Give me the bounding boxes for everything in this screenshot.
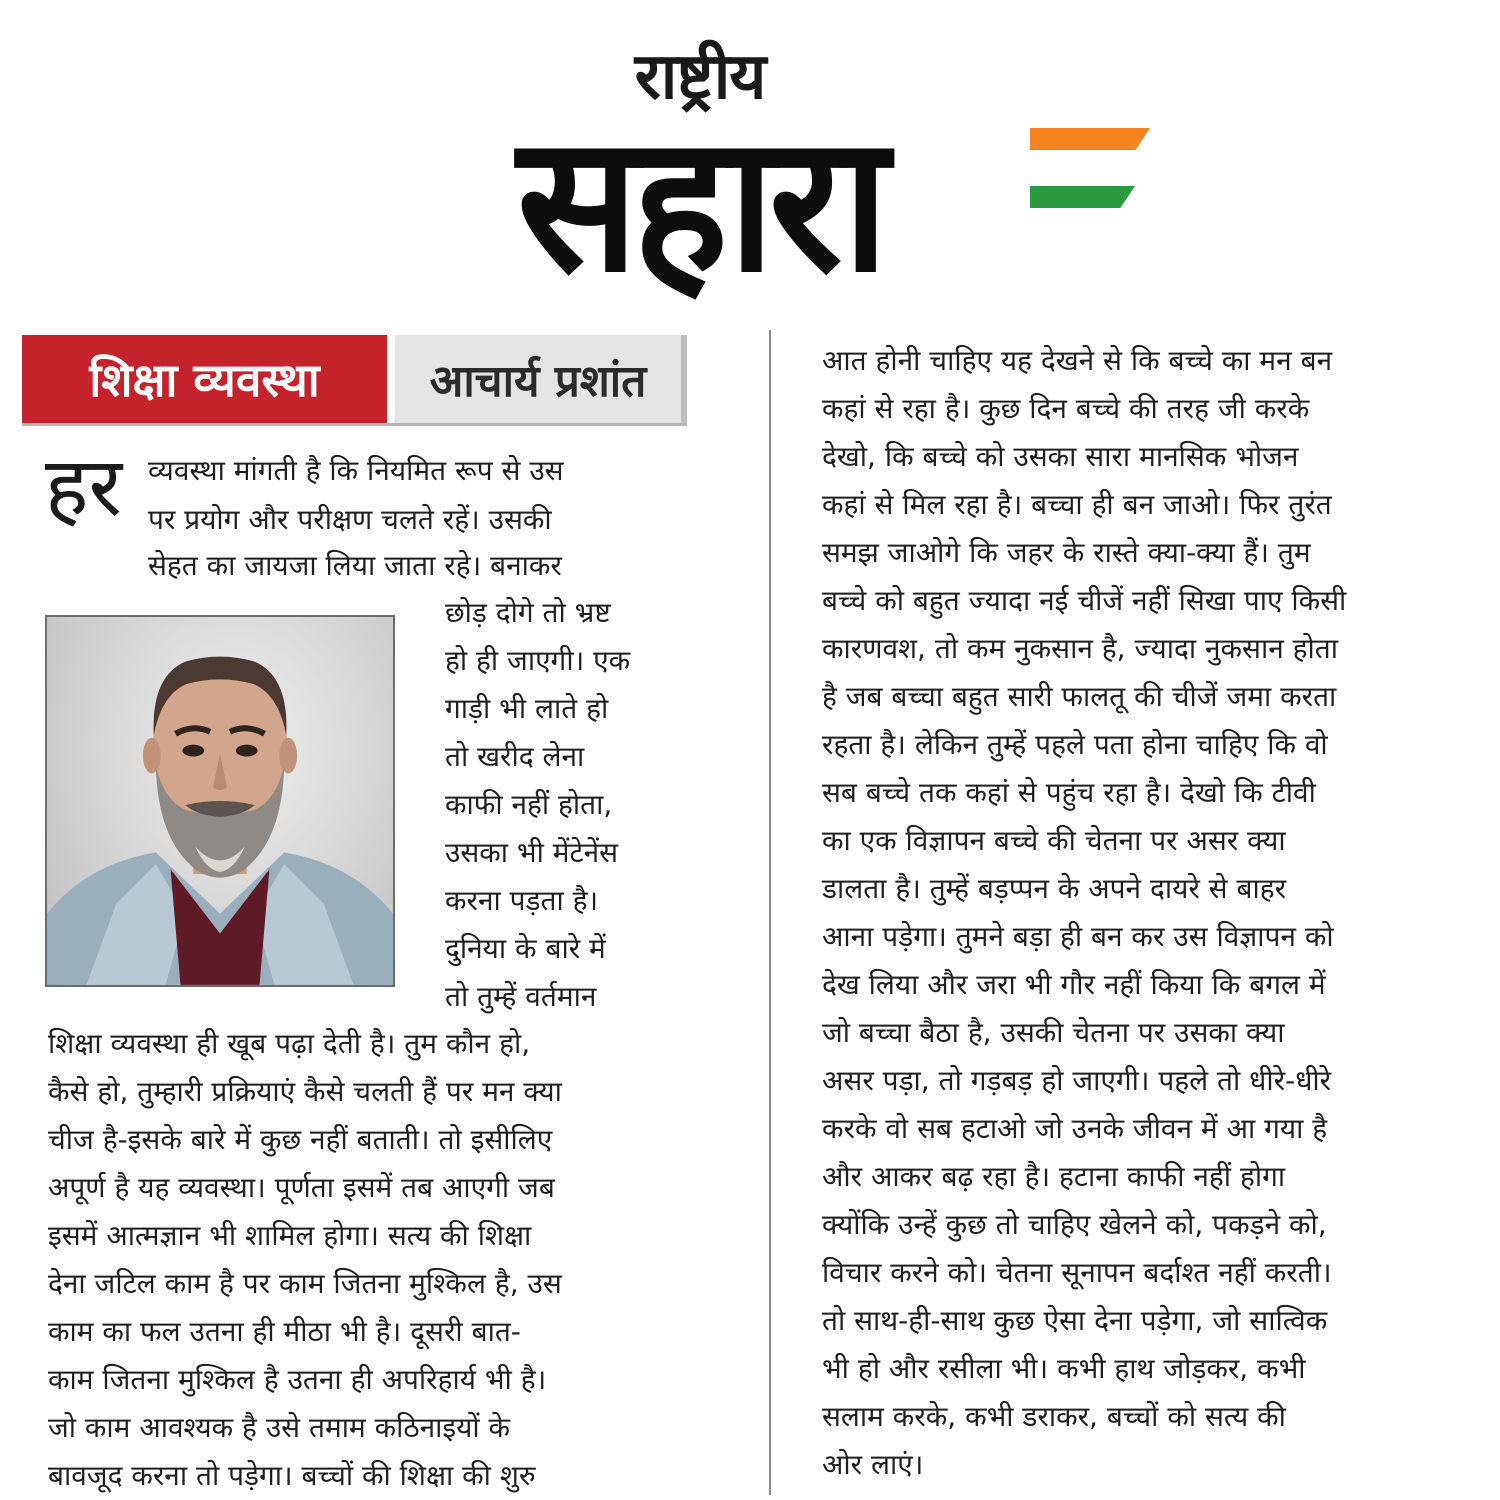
- text-line: उसका भी मेंटेनेंस: [445, 836, 619, 869]
- text-line: बावजूद करना तो पड़ेगा। बच्चों की शिक्षा की शुरु: [48, 1459, 536, 1492]
- drop-cap: हर: [45, 440, 123, 535]
- text-line: अपूर्ण है यह व्यवस्था। पूर्णता इसमें तब आएगी जब: [48, 1171, 555, 1204]
- flag-green-stripe: [1030, 186, 1135, 208]
- column-divider: [769, 330, 771, 1495]
- text-line: बच्चे को बहुत ज्यादा नई चीजें नहीं सिखा पाए किसी: [822, 584, 1347, 617]
- text-line: गाड़ी भी लाते हो: [445, 692, 609, 725]
- portrait-illustration: [47, 617, 393, 985]
- text-line: डालता है। तुम्हें बड़प्पन के अपने दायरे से बाहर: [822, 872, 1287, 905]
- text-line: काम का फल उतना ही मीठा भी है। दूसरी बात-: [48, 1315, 521, 1348]
- text-line: काम जितना मुश्किल है उतना ही अपरिहार्य भी है।: [48, 1363, 547, 1396]
- text-line: छोड़ दोगे तो भ्रष्ट: [445, 596, 611, 629]
- text-line: काफी नहीं होता,: [445, 788, 613, 821]
- text-line: जो काम आवश्यक है उसे तमाम कठिनाइयों के: [48, 1411, 511, 1444]
- text-line: तो साथ-ही-साथ कुछ ऐसा देना पड़ेगा, जो सात्विक: [822, 1304, 1328, 1337]
- text-line: शिक्षा व्यवस्था ही खूब पढ़ा देती है। तुम कौन हो,: [48, 1027, 531, 1060]
- text-line: समझ जाओगे कि जहर के रास्ते क्या-क्या हैं। तुम: [822, 536, 1311, 569]
- text-line: हो ही जाएगी। एक: [445, 644, 631, 677]
- flag-saffron-stripe: [1030, 128, 1150, 150]
- text-line: विचार करने को। चेतना सूनापन बर्दाश्त नहीं करती।: [822, 1256, 1332, 1289]
- text-line: करना पड़ता है।: [445, 884, 599, 917]
- text-line: देखो, कि बच्चे को उसका सारा मानसिक भोजन: [822, 440, 1299, 473]
- masthead: [0, 0, 1500, 320]
- masthead-top-word: राष्ट्रीय: [634, 40, 766, 114]
- text-line: असर पड़ा, तो गड़बड़ हो जाएगी। पहले तो धीरे-धीरे: [822, 1064, 1332, 1097]
- text-line: सलाम करके, कभी डराकर, बच्चों को सत्य की: [822, 1400, 1286, 1433]
- author-photo: [45, 615, 395, 987]
- text-line: सब बच्चे तक कहां से पहुंच रहा है। देखो कि टीवी: [822, 776, 1316, 809]
- text-line: देख लिया और जरा भी गौर नहीं किया कि बगल में: [822, 968, 1326, 1001]
- text-line: चीज है-इसके बारे में कुछ नहीं बताती। तो इसीलिए: [48, 1123, 553, 1156]
- author-name: आचार्य प्रशांत: [395, 335, 687, 423]
- text-line: का एक विज्ञापन बच्चे की चेतना पर असर क्या: [822, 824, 1286, 857]
- text-line: करके वो सब हटाओ जो उनके जीवन में आ गया है: [822, 1112, 1328, 1145]
- text-line: है जब बच्चा बहुत सारी फालतू की चीजें जमा करता: [822, 680, 1337, 713]
- masthead-brand-logo: सहारा: [516, 94, 884, 315]
- text-line: जो बच्चा बैठा है, उसकी चेतना पर उसका क्या: [822, 1016, 1285, 1049]
- text-line: दुनिया के बारे में: [445, 932, 606, 965]
- header-rule: [22, 423, 687, 426]
- text-line: इसमें आत्मज्ञान भी शामिल होगा। सत्य की शिक्षा: [48, 1219, 532, 1252]
- text-line: सेहत का जायजा लिया जाता रहे। बनाकर: [148, 549, 562, 582]
- text-line: कहां से मिल रहा है। बच्चा ही बन जाओ। फिर तुरंत: [822, 488, 1332, 521]
- text-line: आना पड़ेगा। तुमने बड़ा ही बन कर उस विज्ञापन को: [822, 920, 1334, 953]
- text-line: पर प्रयोग और परीक्षण चलते रहें। उसकी: [148, 503, 552, 536]
- text-line: कारणवश, तो कम नुकसान है, ज्यादा नुकसान होता: [822, 632, 1338, 665]
- text-line: तो तुम्हें वर्तमान: [445, 980, 597, 1013]
- text-line: क्योंकि उन्हें कुछ तो चाहिए खेलने को, पकड़ने को,: [822, 1208, 1327, 1241]
- text-line: तो खरीद लेना: [445, 740, 585, 773]
- text-line: देना जटिल काम है पर काम जितना मुश्किल है, उस: [48, 1267, 562, 1300]
- text-line: कहां से रहा है। कुछ दिन बच्चे की तरह जी करके: [822, 392, 1310, 425]
- text-line: और आकर बढ़ रहा है। हटाना काफी नहीं होगा: [822, 1160, 1286, 1193]
- text-line: ओर लाएं।: [822, 1448, 924, 1481]
- section-label: शिक्षा व्यवस्था: [22, 335, 387, 423]
- text-line: व्यवस्था मांगती है कि नियमित रूप से उस: [148, 454, 564, 487]
- text-line: आत होनी चाहिए यह देखने से कि बच्चे का मन बन: [822, 344, 1333, 377]
- text-line: रहता है। लेकिन तुम्हें पहले पता होना चाहिए कि वो: [822, 728, 1328, 761]
- text-line: भी हो और रसीला भी। कभी हाथ जोड़कर, कभी: [822, 1352, 1306, 1385]
- text-line: कैसे हो, तुम्हारी प्रक्रियाएं कैसे चलती हैं पर मन क्या: [48, 1075, 562, 1108]
